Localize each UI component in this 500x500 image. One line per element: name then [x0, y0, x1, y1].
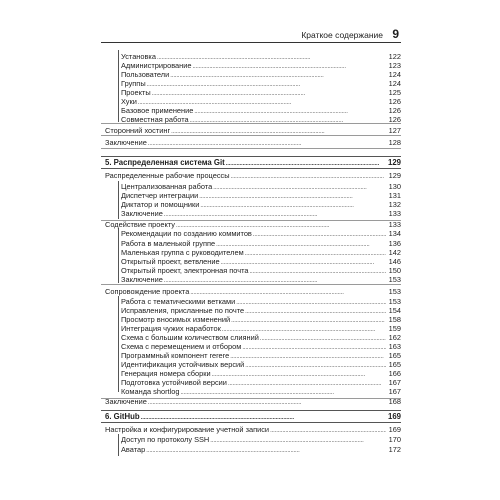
dot-leader	[148, 137, 386, 148]
toc-section[interactable]	[105, 170, 401, 181]
toc-entry-page-number: 165	[388, 351, 401, 360]
toc-entry-page-number: 126	[388, 97, 401, 106]
toc-entry-title: Рекомендации по созданию коммитов	[121, 229, 252, 238]
toc-entry-title: Подготовка устойчивой версии	[121, 378, 227, 387]
toc-entry-title: Настройка и конфигурирование учетной записи	[105, 425, 270, 434]
toc-entry-page-number: 172	[388, 445, 401, 454]
toc-entry-page-number: 129	[388, 171, 401, 180]
toc-entry-title: Содействие проекту	[105, 220, 175, 229]
toc-entry-page-number: 167	[388, 378, 401, 387]
toc-entry-title: Работа с тематическими ветками	[121, 297, 236, 306]
toc-entry-page-number: 170	[388, 435, 401, 444]
toc-entry[interactable]	[121, 444, 401, 455]
toc-entry-title: Проекты	[121, 88, 151, 97]
toc-entry-page-number: 154	[388, 306, 401, 315]
toc-entry-page-number: 166	[388, 369, 401, 378]
toc-entry-title: Схема с перемещением и отбором	[121, 342, 242, 351]
toc-entry-page-number: 168	[388, 397, 401, 406]
toc-section[interactable]	[105, 125, 401, 136]
toc-entry-page-number: 162	[388, 333, 401, 342]
toc-entry-page-number: 163	[388, 342, 401, 351]
toc-entry-title: Диспетчер интеграции	[121, 191, 199, 200]
toc-entry-title: Совместная работа	[121, 115, 189, 124]
toc-entry-title: Сторонний хостинг	[105, 126, 171, 135]
toc-entry-page-number: 123	[388, 61, 401, 70]
toc-entry-page-number: 169	[387, 412, 401, 421]
divider-line	[101, 422, 401, 423]
divider-line	[101, 148, 401, 149]
dot-leader	[146, 444, 386, 455]
dot-leader	[164, 274, 386, 285]
toc-entry[interactable]	[121, 274, 401, 285]
toc-entry-title: Распределенные рабочие процессы	[105, 171, 230, 180]
toc-entry-title: Заключение	[105, 397, 147, 406]
toc-entry[interactable]	[121, 208, 401, 219]
toc-entry-page-number: 130	[388, 182, 401, 191]
toc-entry-page-number: 133	[388, 220, 401, 229]
toc-entry-page-number: 153	[388, 275, 401, 284]
toc-entry-page-number: 124	[388, 79, 401, 88]
toc-entry-title: Сопровождение проекта	[105, 287, 190, 296]
toc-entry-page-number: 129	[387, 158, 401, 167]
toc-entry-page-number: 165	[388, 360, 401, 369]
divider-line	[118, 181, 119, 219]
toc-entry-title: Интеграция чужих наработок	[121, 324, 221, 333]
toc-entry-page-number: 124	[388, 70, 401, 79]
toc-entry-title: Хуки	[121, 97, 137, 106]
toc-entry-page-number: 169	[388, 425, 401, 434]
toc-entry-title: Генерация номера сборки	[121, 369, 211, 378]
dot-leader	[148, 396, 386, 407]
divider-line	[101, 168, 401, 169]
toc-entry-title: Идентификация устойчивых версий	[121, 360, 245, 369]
toc-entry-page-number: 146	[388, 257, 401, 266]
toc-entry-title: Установка	[121, 52, 156, 61]
toc-entry-page-number: 125	[388, 88, 401, 97]
toc-entry-title: 5. Распределенная система Git	[105, 158, 225, 167]
toc-entry-title: Централизованная работа	[121, 182, 213, 191]
toc-entry-title: Доступ по протоколу SSH	[121, 435, 210, 444]
toc-section[interactable]	[105, 137, 401, 148]
toc-entry-page-number: 167	[388, 387, 401, 396]
toc-entry-page-number: 153	[388, 297, 401, 306]
toc-entry-page-number: 122	[388, 52, 401, 61]
dot-leader	[190, 114, 386, 125]
dot-leader	[171, 125, 386, 136]
running-header	[101, 28, 401, 43]
toc-entry-page-number: 153	[388, 287, 401, 296]
toc-entry-title: 6. GitHub	[105, 412, 140, 421]
divider-line	[118, 50, 119, 122]
toc-entry-page-number: 133	[388, 209, 401, 218]
toc-entry-title: Работа в маленькой группе	[121, 239, 216, 248]
toc-entry-page-number: 150	[388, 266, 401, 275]
toc-entry-page-number: 134	[388, 229, 401, 238]
toc-entry-page-number: 126	[388, 106, 401, 115]
toc-entry-page-number: 136	[388, 239, 401, 248]
dot-leader	[141, 411, 386, 422]
toc-entry-title: Программный компонент rerere	[121, 351, 230, 360]
toc-entry-title: Заключение	[121, 209, 163, 218]
toc-section[interactable]	[105, 396, 401, 407]
dot-leader	[164, 208, 386, 219]
toc-entry-page-number: 127	[388, 126, 401, 135]
toc-chapter[interactable]	[105, 157, 401, 168]
toc-entry-title: Администрирование	[121, 61, 192, 70]
toc-entry-page-number: 126	[388, 115, 401, 124]
divider-line	[118, 296, 119, 392]
divider-line	[118, 228, 119, 283]
toc-entry-title: Аватар	[121, 445, 146, 454]
toc-entry-title: Заключение	[105, 138, 147, 147]
toc-entry-title: Открытый проект, ветвление	[121, 257, 220, 266]
toc-entry-title: Команда shortlog	[121, 387, 180, 396]
header-title: Краткое содержание	[301, 30, 383, 40]
dot-leader	[231, 170, 386, 181]
toc-entry[interactable]	[121, 114, 401, 125]
toc-entry-title: Маленькая группа с руководителем	[121, 248, 244, 257]
divider-line	[118, 434, 119, 456]
toc-entry-title: Заключение	[121, 275, 163, 284]
toc-entry-page-number: 131	[388, 191, 401, 200]
toc-entry-title: Исправления, присланные по почте	[121, 306, 245, 315]
toc-entry-page-number: 142	[388, 248, 401, 257]
toc-entry-title: Базовое применение	[121, 106, 194, 115]
toc-chapter[interactable]	[105, 411, 401, 422]
toc-entry-page-number: 158	[388, 315, 401, 324]
dot-leader	[226, 157, 386, 168]
toc-entry-page-number: 128	[388, 138, 401, 147]
toc-entry-title: Группы	[121, 79, 146, 88]
toc-entry-title: Открытый проект, электронная почта	[121, 266, 249, 275]
toc-entry-title: Пользователи	[121, 70, 170, 79]
toc-entry-page-number: 132	[388, 200, 401, 209]
toc-entry-title: Просмотр вносимых изменений	[121, 315, 231, 324]
toc-entry-title: Диктатор и помощники	[121, 200, 200, 209]
toc-entry-title: Схема с большим количеством слияний	[121, 333, 259, 342]
toc-entry-page-number: 159	[388, 324, 401, 333]
header-page-number: 9	[392, 27, 399, 41]
